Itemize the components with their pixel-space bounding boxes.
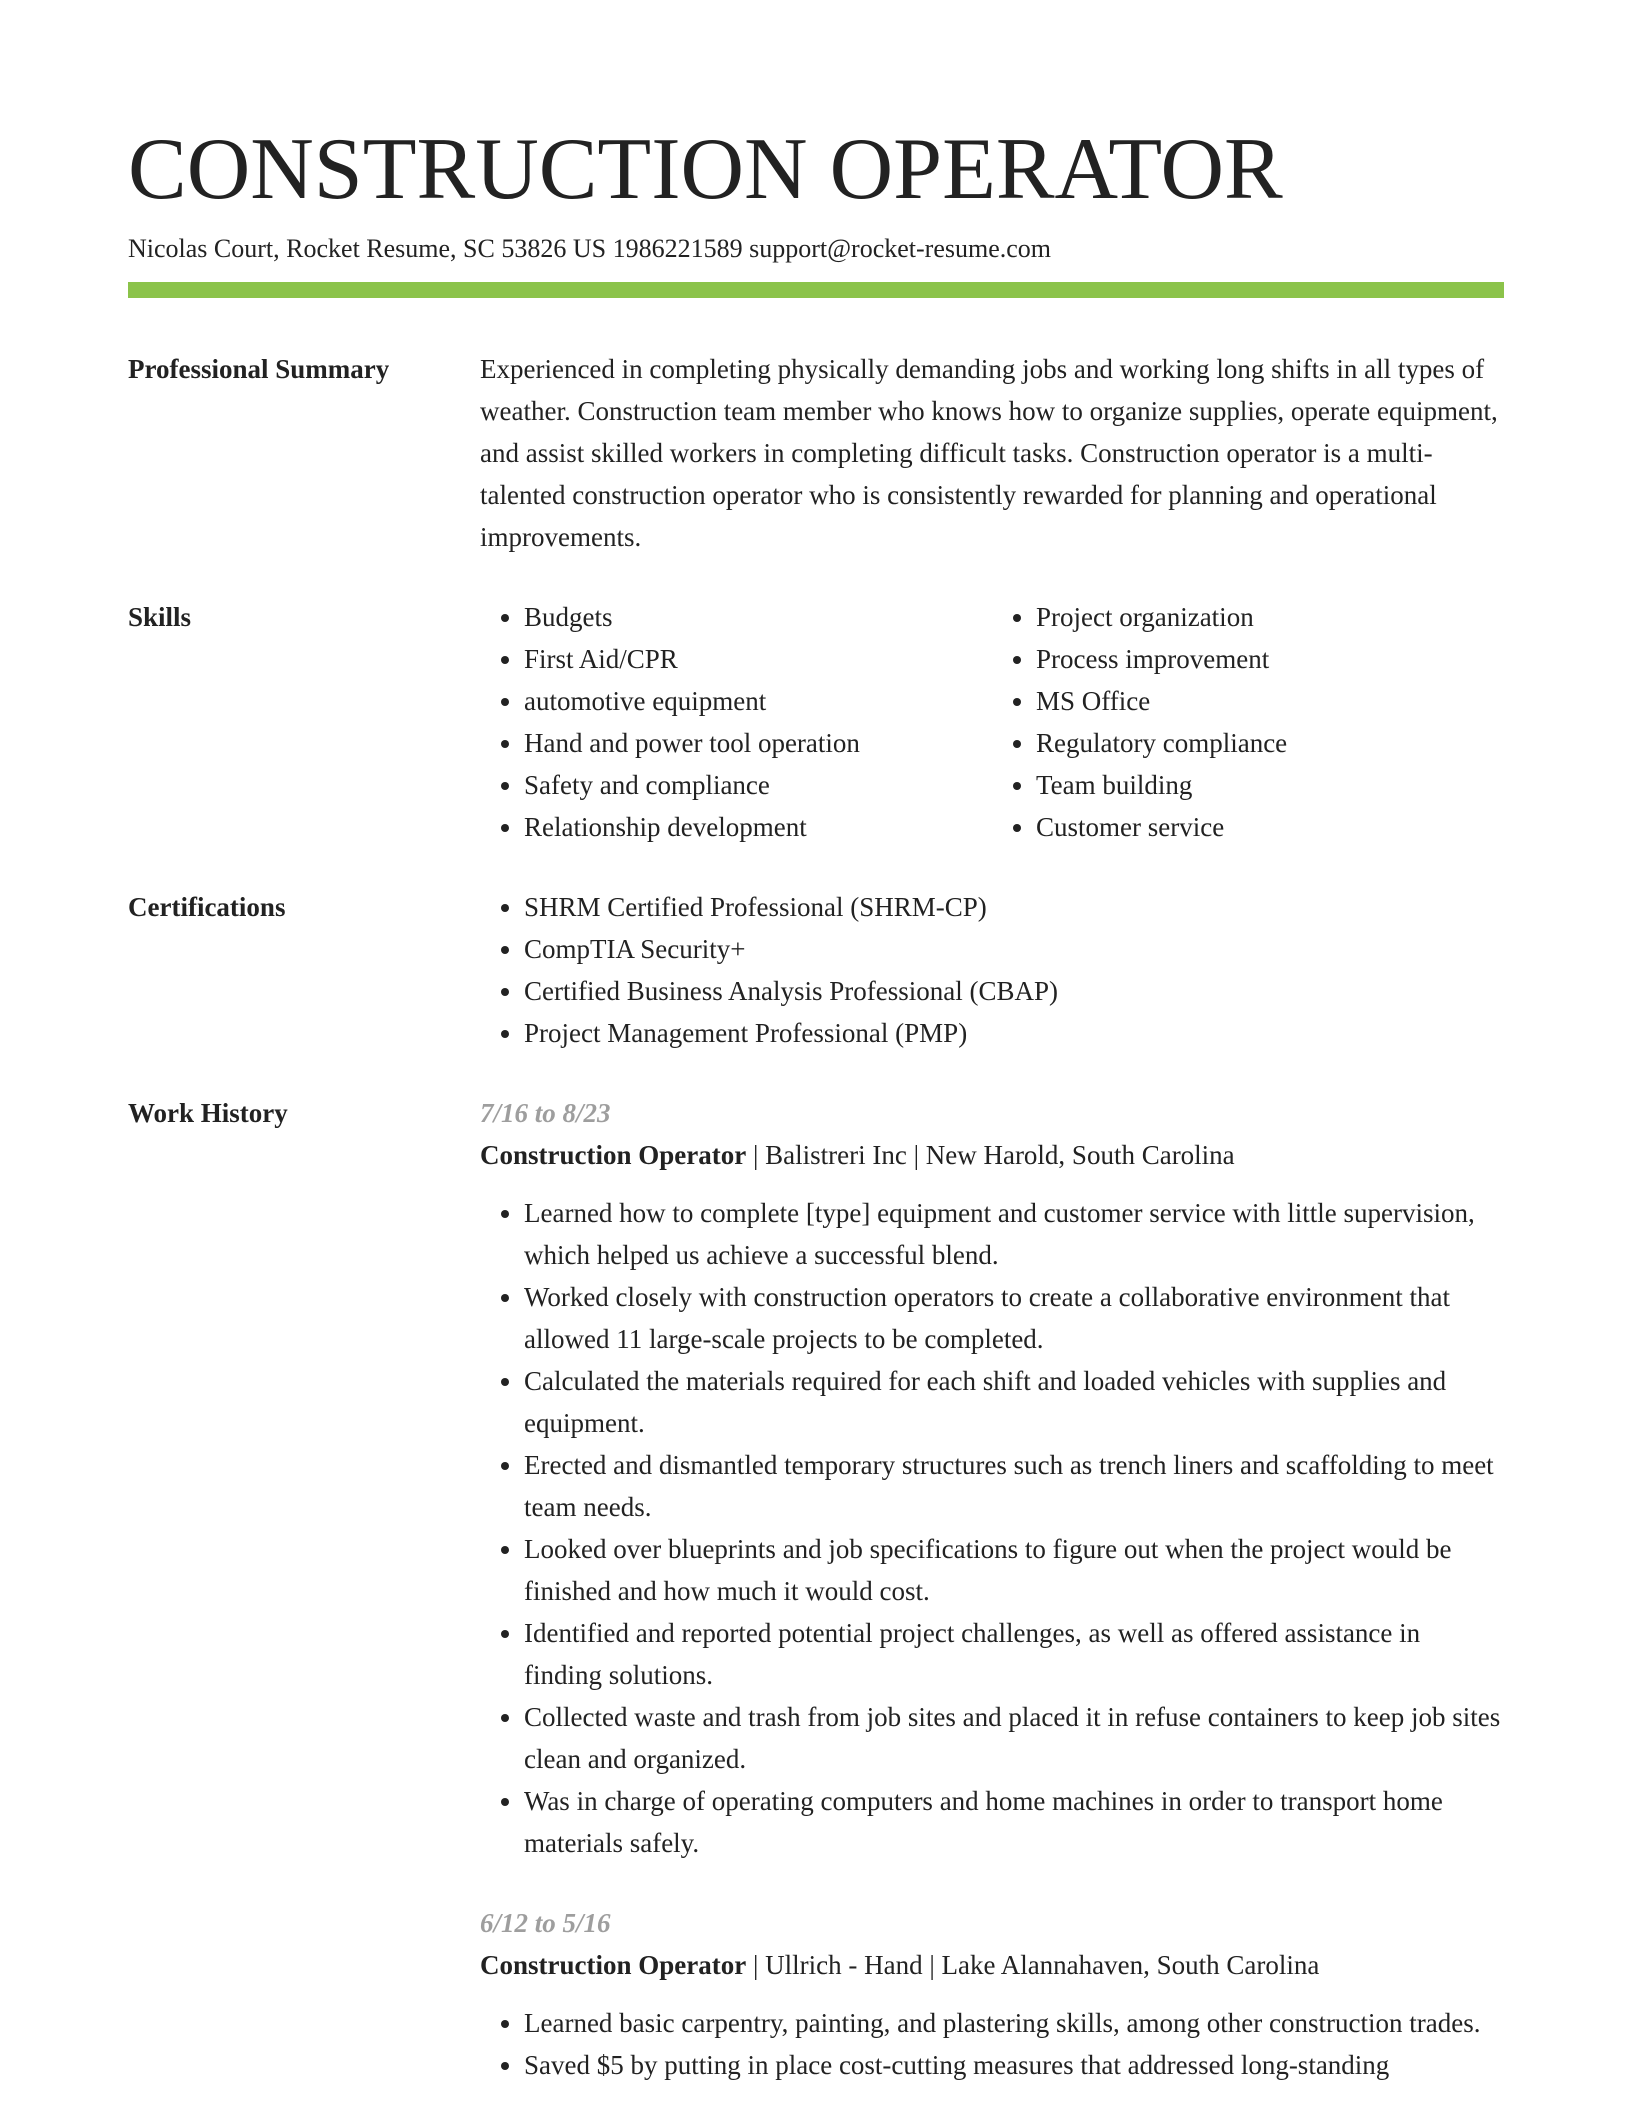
skills-section [128, 596, 1504, 848]
job-bullet: • Worked closely with construction operators to create a collaborative environment that allowed 11 large-scale projects to be completed. [524, 1276, 1504, 1360]
job-bullet: • Learned how to complete [type] equipment and customer service with little supervision, which helped us achieve a successful blend. [524, 1192, 1504, 1276]
job-entry [480, 1092, 1504, 1864]
job-bullets [480, 2002, 1504, 2086]
skill-item: • Process improvement [1036, 638, 1504, 680]
contact-info: Nicolas Court, Rocket Resume, SC 53826 US 1986221589 support@rocket-resume.com [128, 234, 1051, 263]
job-dates: 6/12 to 5/16 [480, 1908, 611, 1938]
certifications-list [480, 886, 1504, 1054]
accent-divider [128, 282, 1504, 298]
job-bullet: • Was in charge of operating computers and home machines in order to transport home materials safely. [524, 1780, 1504, 1864]
summary-section [128, 348, 1504, 558]
job-employer-location: | Ullrich - Hand | Lake Alannahaven, South Carolina [746, 1950, 1320, 1980]
job-dates: 7/16 to 8/23 [480, 1098, 611, 1128]
certification-item: • SHRM Certified Professional (SHRM-CP) [524, 886, 1504, 928]
work-history-section [128, 1092, 1504, 2086]
skills-content [480, 596, 1504, 848]
summary-content [480, 348, 1504, 558]
skill-item: • automotive equipment [524, 680, 992, 722]
skill-item: • Budgets [524, 596, 992, 638]
section-label-summary: Professional Summary [128, 354, 390, 384]
job-bullet: • Calculated the materials required for each shift and loaded vehicles with supplies and equipment. [524, 1360, 1504, 1444]
certifications-content [480, 886, 1504, 1054]
skill-item: • Team building [1036, 764, 1504, 806]
summary-text: Experienced in completing physically demanding jobs and working long shifts in all types of weather. Construction team member who knows how to organize supplies, operate equipment, and assist skilled workers in completing difficult tasks. Construction operator is a multi-talented construction operator who is consistently rewarded for planning and operational improvements. [480, 354, 1498, 552]
job-heading [480, 1134, 1504, 1176]
skills-list-right [992, 596, 1504, 848]
skill-item: • Customer service [1036, 806, 1504, 848]
skill-item: • Hand and power tool operation [524, 722, 992, 764]
job-bullet: • Learned basic carpentry, painting, and plastering skills, among other construction trades. [524, 2002, 1504, 2044]
section-label-certifications: Certifications [128, 892, 286, 922]
certification-item: • CompTIA Security+ [524, 928, 1504, 970]
skill-item: • Project organization [1036, 596, 1504, 638]
job-entry [480, 1902, 1504, 2086]
job-bullet: • Looked over blueprints and job specifications to figure out when the project would be finished and how much it would cost. [524, 1528, 1504, 1612]
job-bullet: • Saved $5 by putting in place cost-cutting measures that addressed long-standing [524, 2044, 1504, 2086]
section-label-skills: Skills [128, 602, 192, 632]
skill-item: • Relationship development [524, 806, 992, 848]
work-history-content [480, 1092, 1504, 2086]
job-bullets [480, 1192, 1504, 1864]
skills-list-left [480, 596, 992, 848]
certifications-section [128, 886, 1504, 1054]
certification-item: • Project Management Professional (PMP) [524, 1012, 1504, 1054]
resume-name: CONSTRUCTION OPERATOR [128, 121, 1283, 218]
skill-item: • First Aid/CPR [524, 638, 992, 680]
resume-page [128, 118, 1504, 2086]
job-employer-location: | Balistreri Inc | New Harold, South Carolina [746, 1140, 1235, 1170]
job-title: Construction Operator [480, 1140, 747, 1170]
job-bullet: • Identified and reported potential project challenges, as well as offered assistance in finding solutions. [524, 1612, 1504, 1696]
section-label-work-history: Work History [128, 1098, 288, 1128]
certification-item: • Certified Business Analysis Professional (CBAP) [524, 970, 1504, 1012]
job-bullet: • Collected waste and trash from job sites and placed it in refuse containers to keep job sites clean and organized. [524, 1696, 1504, 1780]
skill-item: • MS Office [1036, 680, 1504, 722]
skill-item: • Safety and compliance [524, 764, 992, 806]
job-bullet: • Erected and dismantled temporary structures such as trench liners and scaffolding to meet team needs. [524, 1444, 1504, 1528]
job-title: Construction Operator [480, 1950, 747, 1980]
job-heading [480, 1944, 1504, 1986]
skill-item: • Regulatory compliance [1036, 722, 1504, 764]
